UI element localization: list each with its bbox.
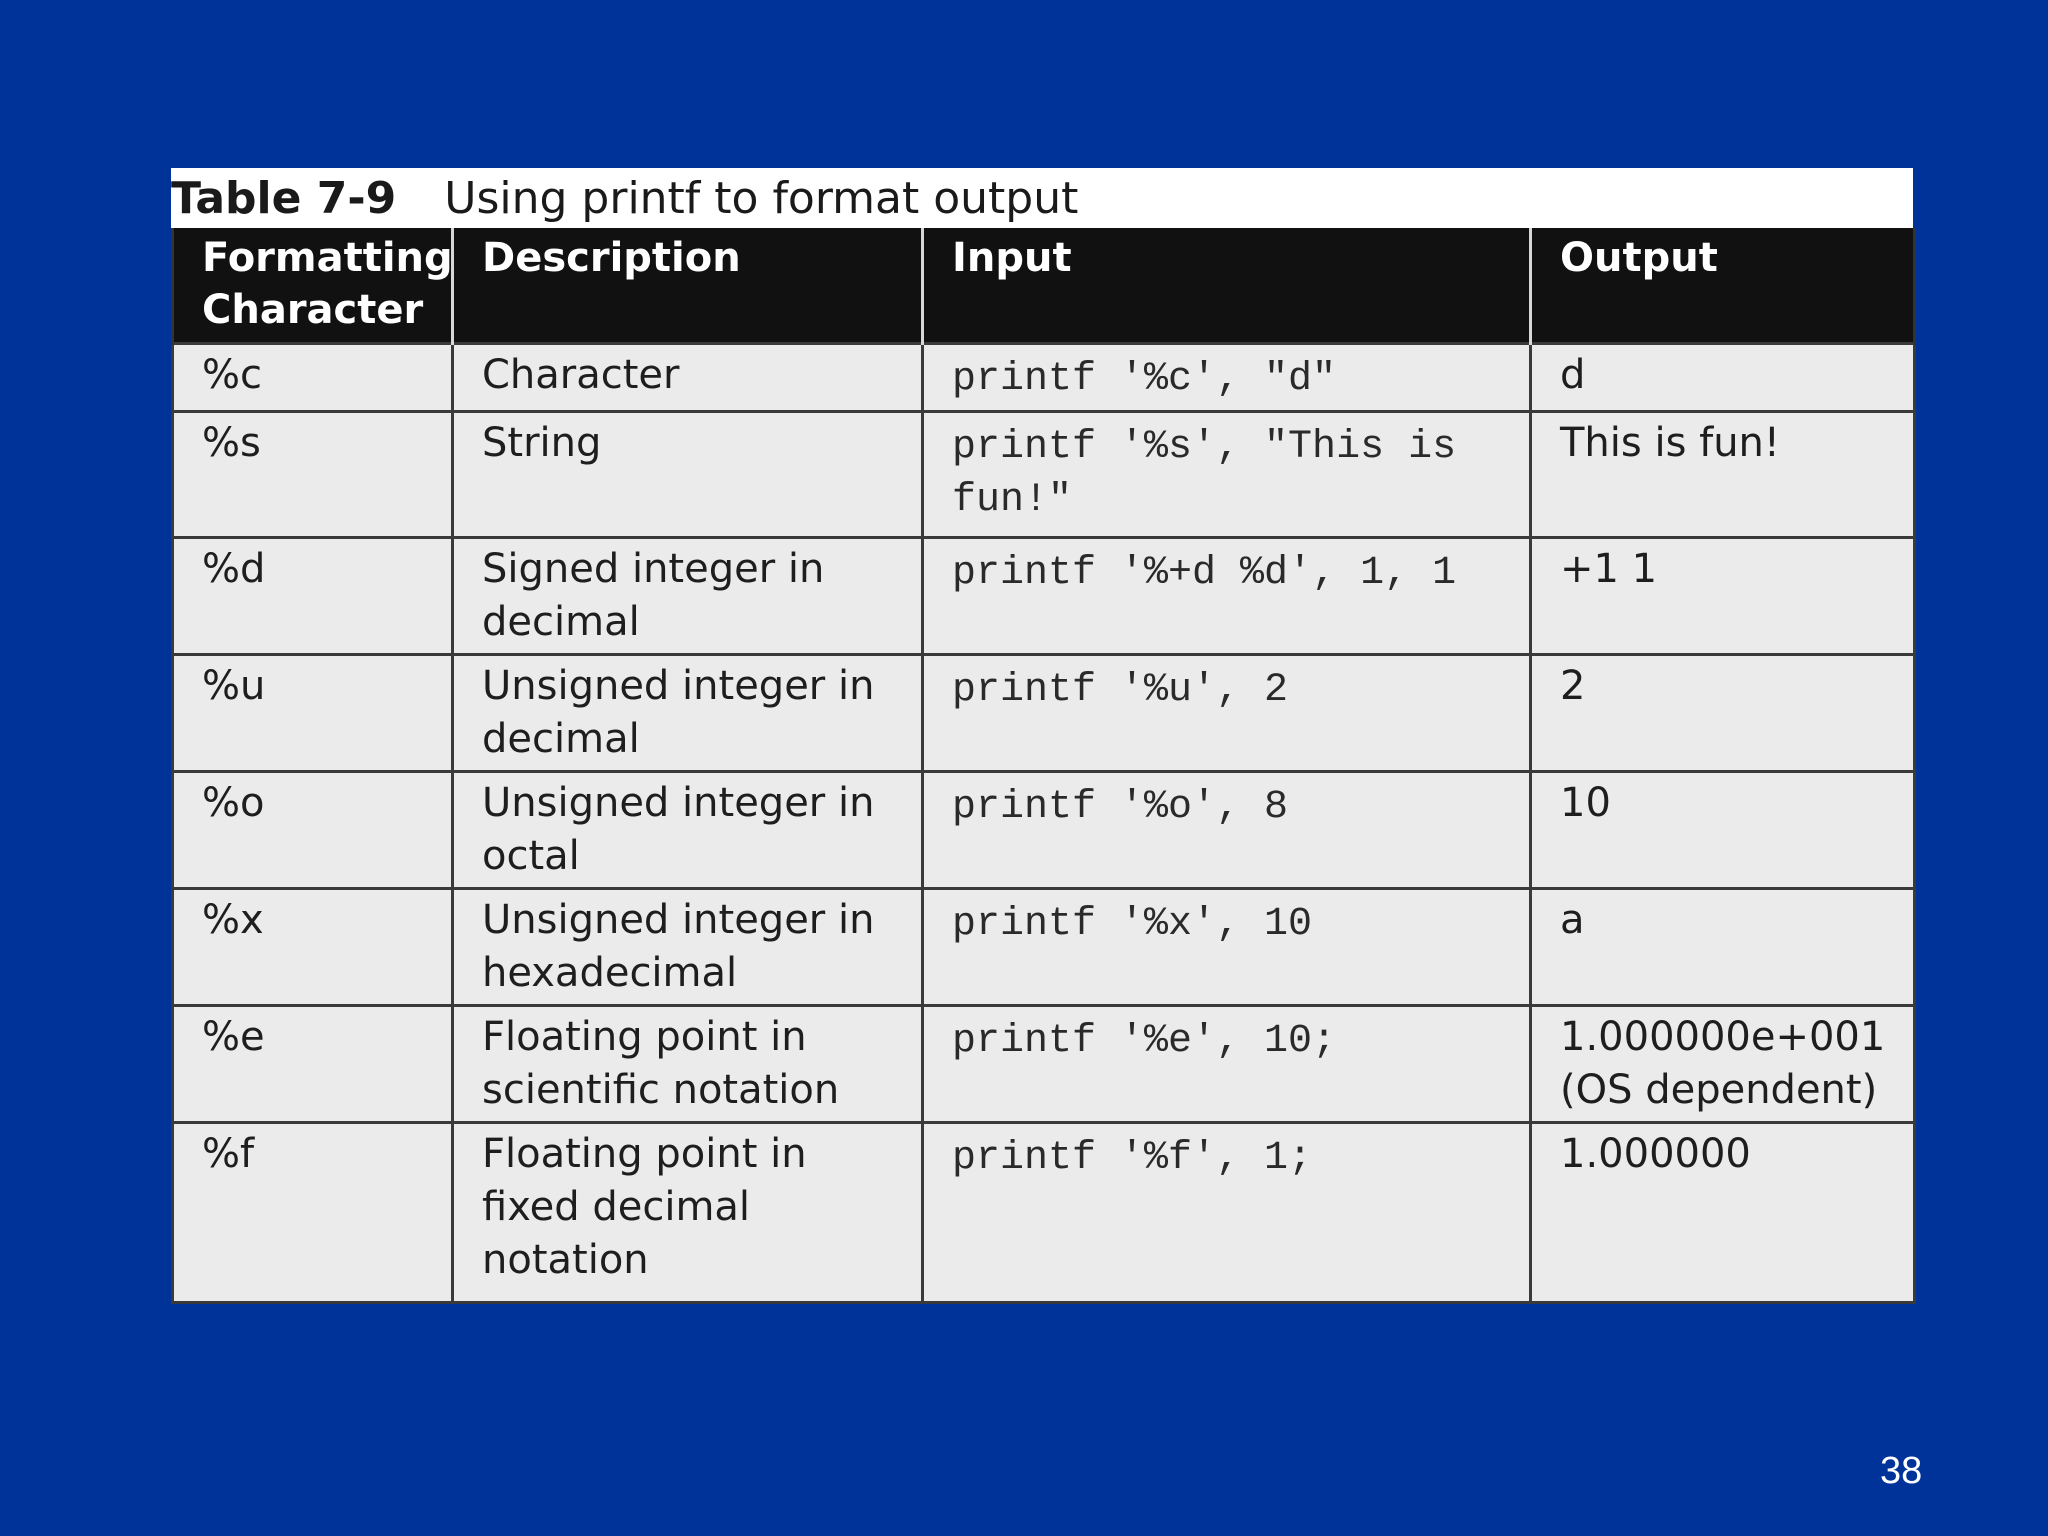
cell-input: printf '%u', 2 <box>923 655 1531 772</box>
table-row <box>173 538 1915 655</box>
cell-input: printf '%x', 10 <box>923 889 1531 1006</box>
cell-description: Unsigned integer in octal <box>453 772 923 889</box>
table-row <box>173 772 1915 889</box>
cell-description: Character <box>453 344 923 412</box>
cell-format-char: %d <box>173 538 453 655</box>
cell-description: Unsigned integer in hexadecimal <box>453 889 923 1006</box>
cell-input: printf '%c', "d" <box>923 344 1531 412</box>
printf-format-table <box>171 168 1913 1304</box>
header-input: Input <box>923 228 1531 344</box>
cell-input: printf '%o', 8 <box>923 772 1531 889</box>
header-output: Output <box>1531 228 1915 344</box>
cell-output: 1.000000e+001 (OS dependent) <box>1531 1006 1915 1123</box>
cell-output: a <box>1531 889 1915 1006</box>
cell-input: printf '%e', 10; <box>923 1006 1531 1123</box>
table-row <box>173 1123 1915 1303</box>
table-row <box>173 889 1915 1006</box>
cell-output: d <box>1531 344 1915 412</box>
table-caption-number: Table 7-9 <box>171 172 397 224</box>
header-description: Description <box>453 228 923 344</box>
page-number: 38 <box>1880 1450 1923 1492</box>
cell-output: 1.000000 <box>1531 1123 1915 1303</box>
cell-output: +1 1 <box>1531 538 1915 655</box>
cell-description: Floating point in fixed decimal notation <box>453 1123 923 1303</box>
table-row <box>173 655 1915 772</box>
cell-output: 10 <box>1531 772 1915 889</box>
table-row <box>173 412 1915 538</box>
cell-format-char: %e <box>173 1006 453 1123</box>
table-row <box>173 344 1915 412</box>
cell-format-char: %s <box>173 412 453 538</box>
cell-input: printf '%+d %d', 1, 1 <box>923 538 1531 655</box>
cell-input: printf '%s', "This is fun!" <box>923 412 1531 538</box>
table-caption <box>171 168 1913 228</box>
cell-description: Signed integer in decimal <box>453 538 923 655</box>
cell-output: 2 <box>1531 655 1915 772</box>
cell-format-char: %c <box>173 344 453 412</box>
table-header-row <box>173 228 1915 344</box>
cell-description: Floating point in scientific notation <box>453 1006 923 1123</box>
cell-input: printf '%f', 1; <box>923 1123 1531 1303</box>
cell-format-char: %x <box>173 889 453 1006</box>
cell-format-char: %u <box>173 655 453 772</box>
cell-description: Unsigned integer in decimal <box>453 655 923 772</box>
header-formatting-character: Formatting Character <box>173 228 453 344</box>
cell-description: String <box>453 412 923 538</box>
format-table <box>171 228 1916 1304</box>
cell-format-char: %f <box>173 1123 453 1303</box>
table-caption-title: Using printf to format output <box>444 172 1079 224</box>
table-row <box>173 1006 1915 1123</box>
cell-format-char: %o <box>173 772 453 889</box>
cell-output: This is fun! <box>1531 412 1915 538</box>
